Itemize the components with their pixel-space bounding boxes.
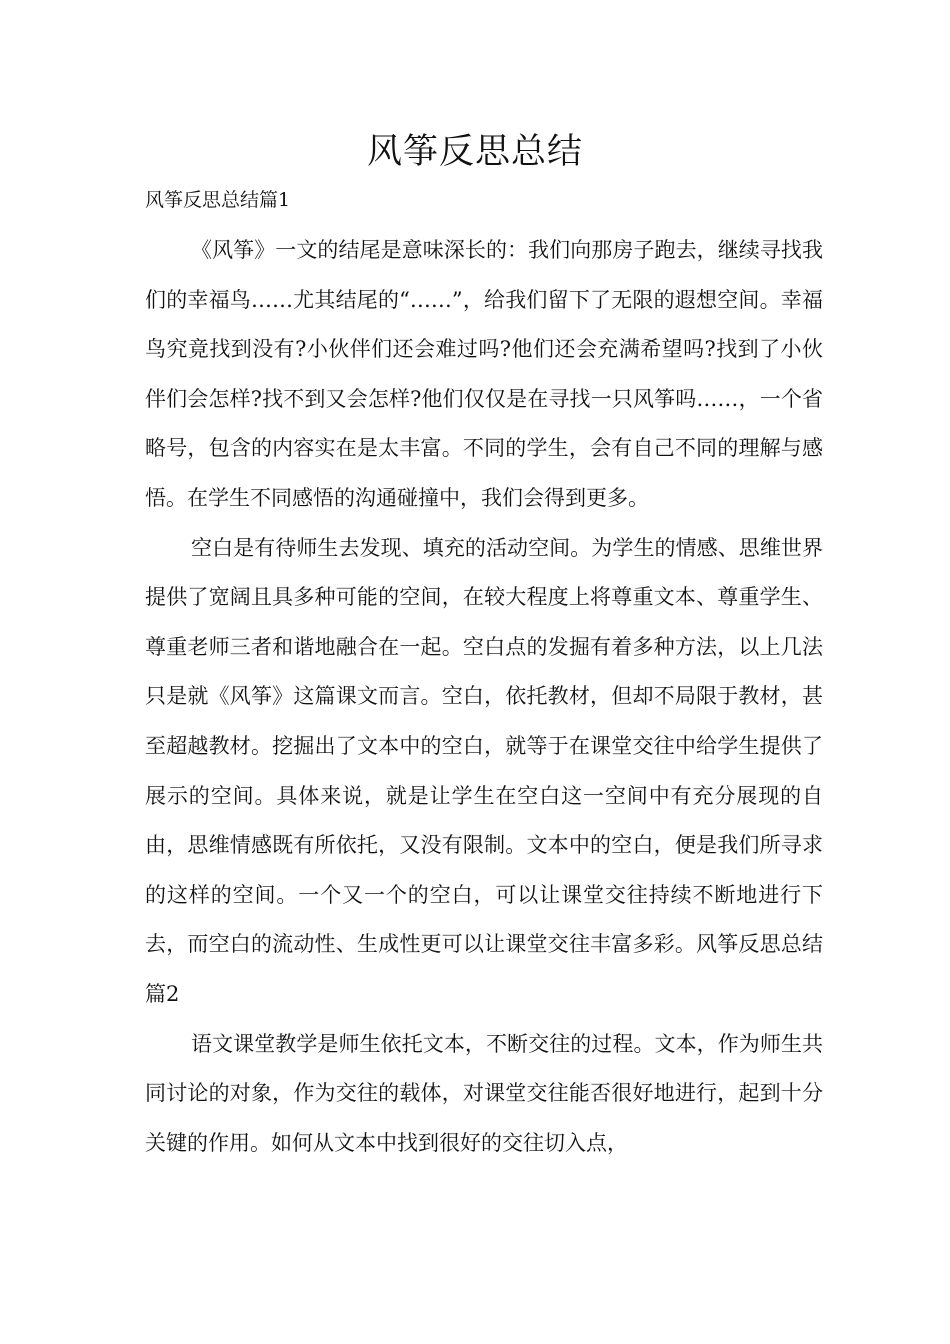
paragraph-1: 《风筝》一文的结尾是意味深长的：我们向那房子跑去，继续寻找我们的幸福鸟……尤其结尾的“……”，给我们留下了无限的遐想空间。幸福鸟究竟找到没有?小伙伴们还会难过吗?他们还会充满希望吗?找到了小伙伴们会怎样?找不到又会怎样?他们仅仅是在寻找一只风筝吗……，一个省略号，包含的内容实在是太丰富。不同的学生，会有自己不同的理解与感悟。在学生不同感悟的沟通碰撞中，我们会得到更多。	[145, 238, 823, 510]
paragraph-3: 语文课堂教学是师生依托文本，不断交往的过程。文本，作为师生共同讨论的对象，作为交往的载体，对课堂交往能否很好地进行，起到十分关键的作用。如何从文本中找到很好的交往切入点，	[145, 1031, 823, 1155]
section-heading: 风筝反思总结篇1	[145, 189, 291, 211]
document-body	[145, 226, 823, 1168]
document-title: 风筝反思总结	[366, 132, 583, 172]
paragraph-2: 空白是有待师生去发现、填充的活动空间。为学生的情感、思维世界提供了宽阔且具多种可能的空间，在较大程度上将尊重文本、尊重学生、尊重老师三者和谐地融合在一起。空白点的发掘有着多种方法，以上几法只是就《风筝》这篇课文而言。空白，依托教材，但却不局限于教材，甚至超越教材。挖掘出了文本中的空白，就等于在课堂交往中给学生提供了展示的空间。具体来说，就是让学生在空白这一空间中有充分展现的自由，思维情感既有所依托，又没有限制。文本中的空白，便是我们所寻求的这样的空间。一个又一个的空白，可以让课堂交往持续不断地进行下去，而空白的流动性、生成性更可以让课堂交往丰富多彩。风筝反思总结篇2	[145, 535, 823, 1006]
